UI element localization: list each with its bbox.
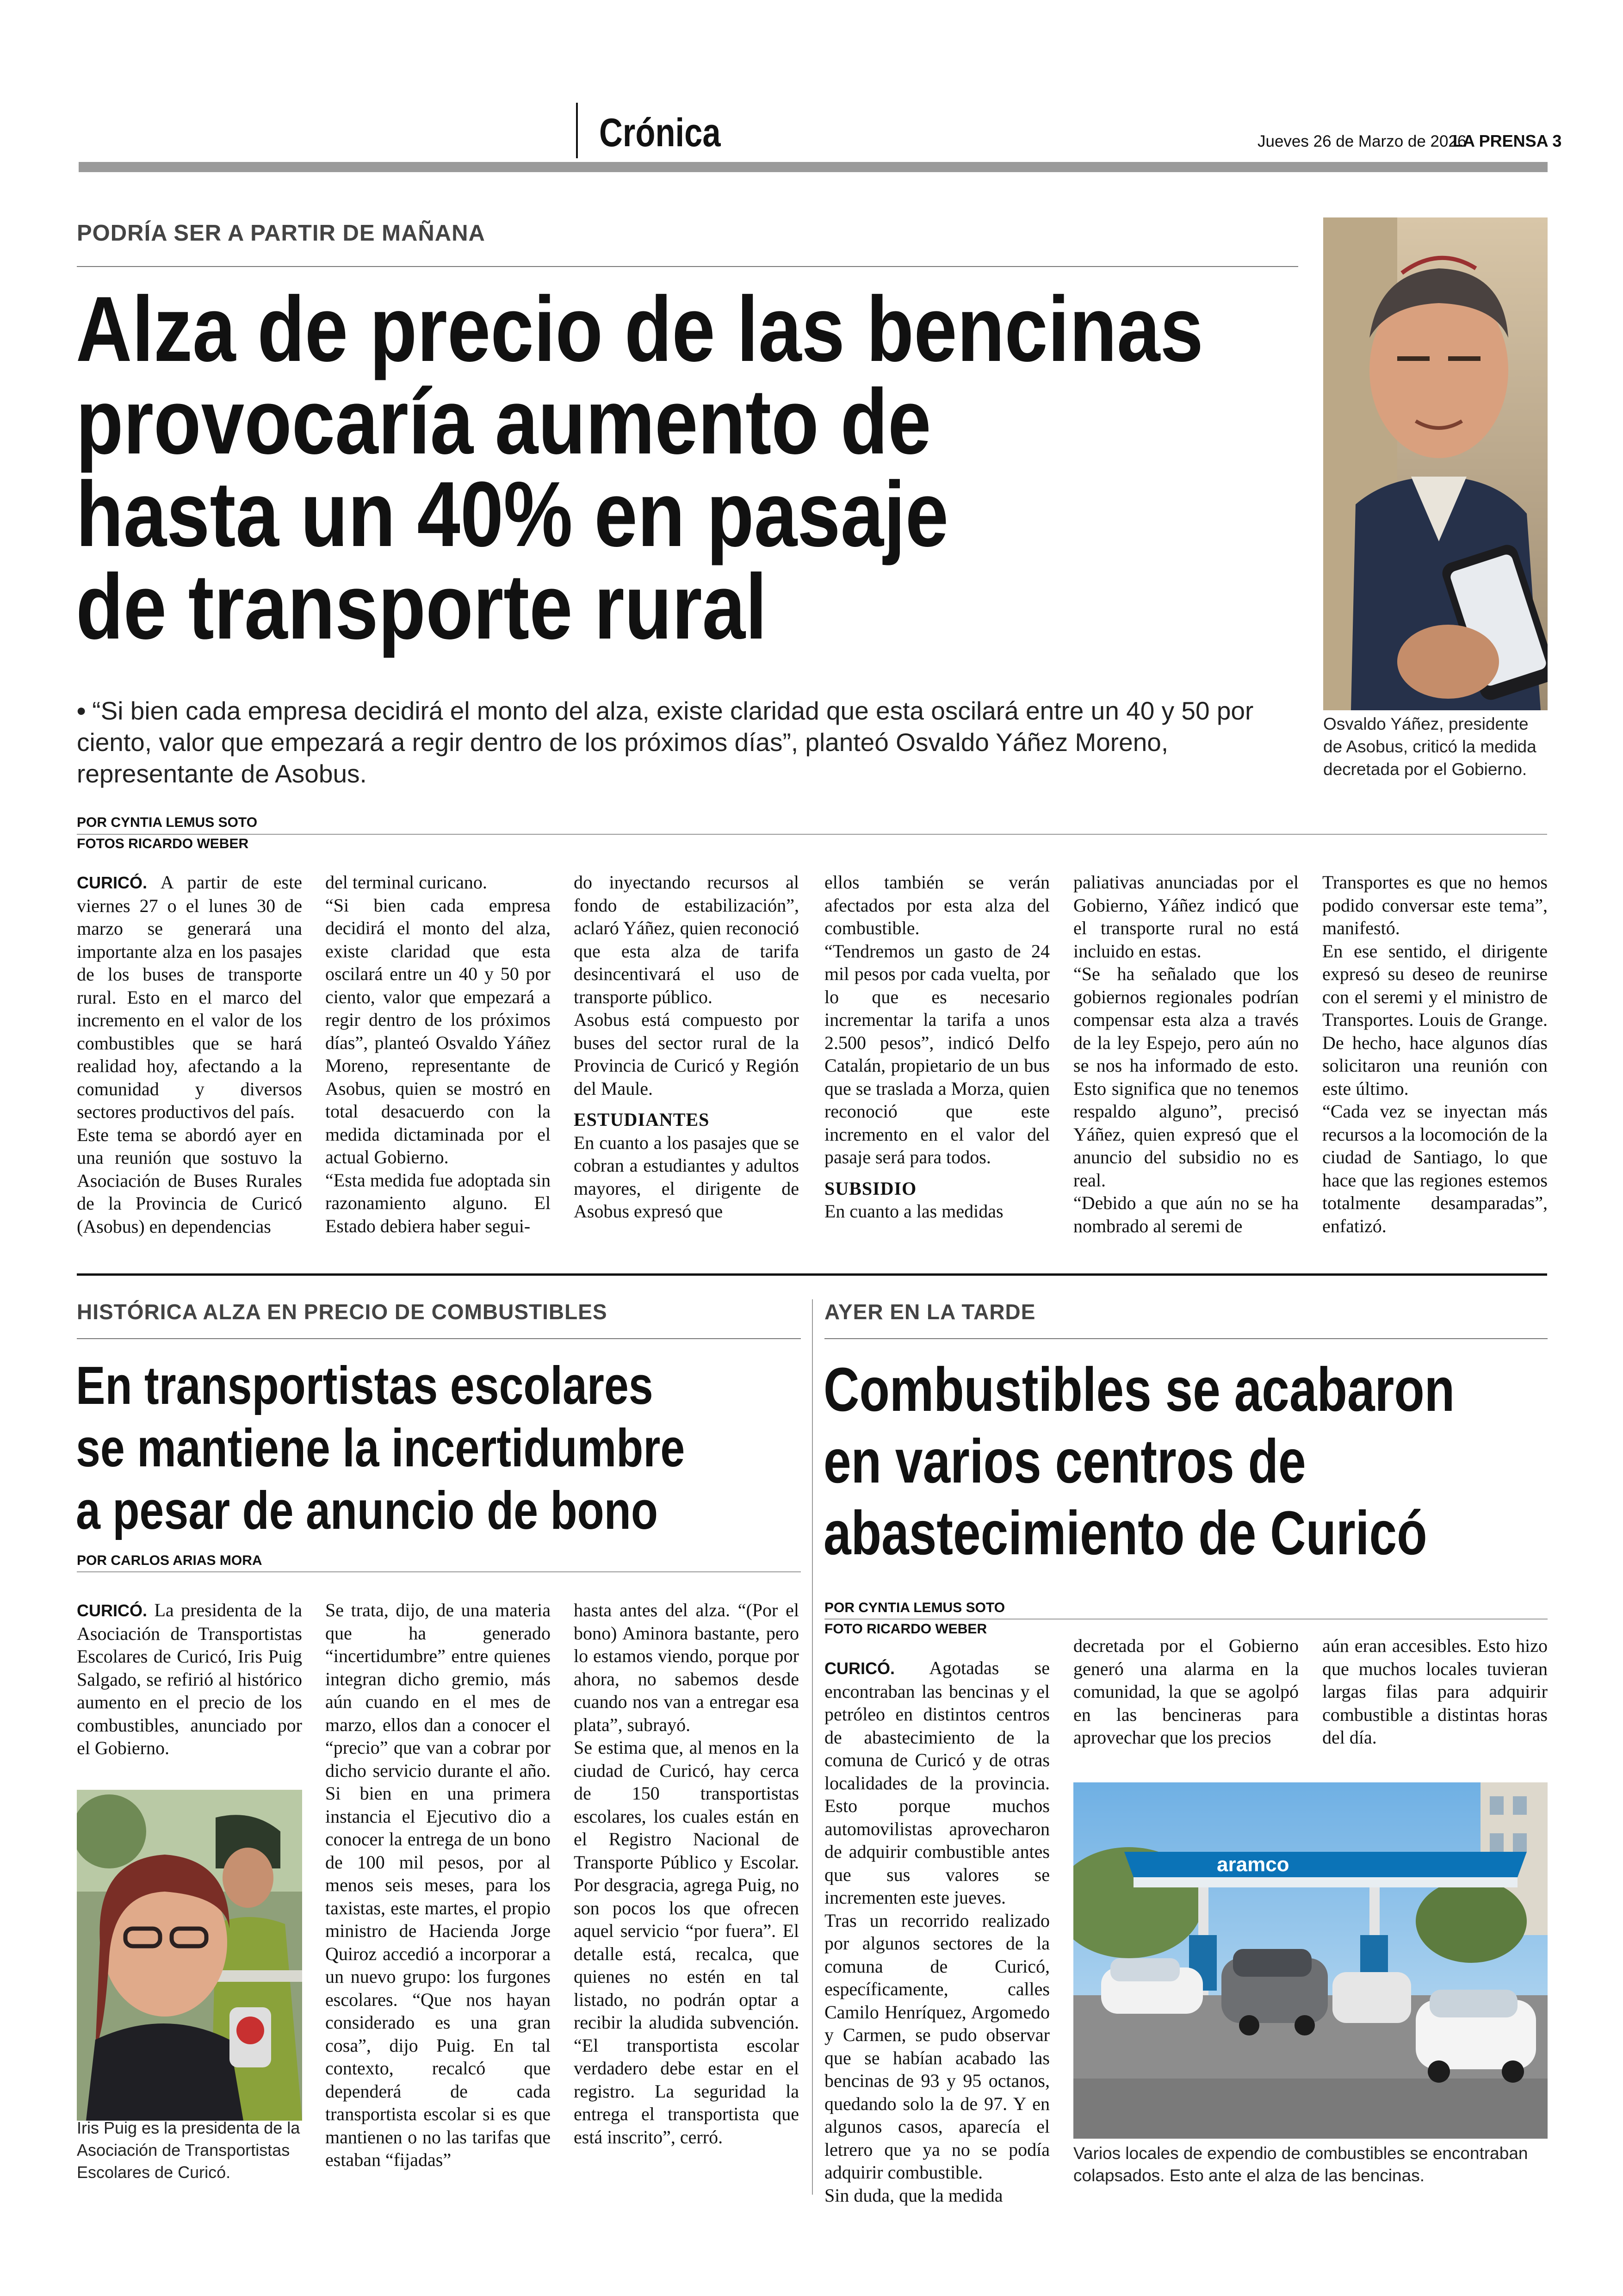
story1-subhead-subsidio: SUBSIDIO xyxy=(824,1178,917,1199)
story1-subhead-estudiantes: ESTUDIANTES xyxy=(574,1109,710,1130)
story1-title-line: de transporte rural xyxy=(76,555,767,658)
story3-column-1 xyxy=(824,1657,1050,2207)
story1-column-6 xyxy=(1322,871,1548,1237)
story1-photographer: FOTOS RICARDO WEBER xyxy=(77,836,249,851)
story1-col6-text-c: “Cada vez se inyectan más recursos a la locomoción de la ciudad de Santiago, lo que hace que las regiones estemos totalmente desamparadas”, enfatizó. xyxy=(1322,1101,1548,1236)
story1-col3-text-c: En cuanto a los pasajes que se cobran a estudiantes y adultos mayores, el dirigente de Asobus expresó que xyxy=(574,1132,799,1222)
story1-kicker: PODRÍA SER A PARTIR DE MAÑANA xyxy=(77,221,485,246)
section-title: Crónica xyxy=(599,111,721,155)
header-divider xyxy=(576,103,578,158)
story1-lead xyxy=(77,695,1270,789)
story2-photo-iris-puig xyxy=(77,1790,302,2121)
story1-column-3 xyxy=(574,871,799,1223)
story3-column-3 xyxy=(1322,1634,1548,1749)
story1-photo-caption: Osvaldo Yáñez, presidente de Asobus, criticó la medida decretada por el Gobierno. xyxy=(1323,714,1536,779)
story2-column-1 xyxy=(77,1599,302,1760)
story3-photo-caption: Varios locales de expendio de combustibles se encontraban colapsados. Esto ante el alza de las bencinas. xyxy=(1073,2144,1528,2185)
story3-kicker-rule xyxy=(824,1338,1548,1339)
story1-column-1 xyxy=(77,871,302,1238)
story1-col4-text-c: En cuanto a las medidas xyxy=(824,1201,1004,1222)
story1-col5-text-b: “Se ha señalado que los gobiernos regionales podrían compensar esta alza a través de la ley Espejo, pero aún no se nos ha informado de esto. Esto significa que no tenemos respaldo alguno”, precisó Yáñez, quien expresó que el anuncio del subsidio no es real. xyxy=(1073,963,1299,1191)
story1-portrait-photo xyxy=(1323,217,1548,710)
story1-title-line: hasta un 40% en pasaje xyxy=(76,463,949,566)
paper-name: LA PRENSA xyxy=(1453,131,1548,150)
story2-title-line: En transportistas escolares xyxy=(76,1355,653,1415)
story1-bottom-rule xyxy=(77,1273,1547,1276)
story1-col3-text-b: Asobus está compuesto por buses del sector rural de la Provincia de Curicó y Región del Maule. xyxy=(574,1009,799,1099)
story3-col1-text: Agotadas se encontraban las bencinas y el petróleo en distintos centros de abastecimiento de la comuna de Curicó y de otras localidades de la provincia. Esto porque muchos automovilistas aprovecharon de adquirir combustible antes que sus valores se incrementen este jueves. xyxy=(824,1657,1050,1908)
story1-col1-text-b: Este tema se abordó ayer en una reunión que sostuvo la Asociación de Buses Rurales de la Provincia de Curicó (Asobus) en dependencias xyxy=(77,1124,302,1237)
story1-author: POR CYNTIA LEMUS SOTO xyxy=(77,815,258,830)
story3-col2-text: decretada por el Gobierno generó una alarma en la comunidad, la que se agolpó en las bencineras para aprovechar que los precios xyxy=(1073,1635,1299,1748)
story3-photographer: FOTO RICARDO WEBER xyxy=(824,1621,987,1637)
story2-photo-caption: Iris Puig es la presidenta de la Asociación de Transportistas Escolares de Curicó. xyxy=(77,2118,300,2182)
story2-byline-rule xyxy=(77,1571,801,1572)
story1-dateline: CURICÓ. xyxy=(77,873,147,892)
story2-title-line: a pesar de anuncio de bono xyxy=(76,1480,658,1540)
story2-col3-text: hasta antes del alza. “(Por el bono) Aminora bastante, pero lo estamos viendo, porque por ahora, no sabemos desde cuando nos van a entregar esa plata”, subrayó. xyxy=(574,1600,799,1735)
story1-col4-text-b: “Tendremos un gasto de 24 mil pesos por cada vuelta, por lo que es necesario incrementar la tarifa a unos 2.500 pesos”, indicó Delfo Catalán, propietario de un bus que se traslada a Morza, quien reconoció que este incremento en el valor del pasaje será para todos. xyxy=(824,940,1050,1167)
woman-portrait-illustration xyxy=(77,1790,302,2121)
story-divider-vertical xyxy=(812,1299,813,2195)
story1-col2-text-c: “Esta medida fue adoptada sin razonamiento alguno. El Estado debiera haber segui- xyxy=(325,1169,551,1236)
story3-gas-station-photo xyxy=(1073,1782,1548,2139)
story3-dateline: CURICÓ. xyxy=(824,1659,895,1678)
story3-title-line: abastecimiento de Curicó xyxy=(824,1499,1427,1568)
station-brand-label: aramco xyxy=(1217,1853,1289,1876)
story3-kicker: AYER EN LA TARDE xyxy=(824,1300,1036,1324)
story2-column-3 xyxy=(574,1599,799,2148)
story2-title-line: se mantiene la incertidumbre xyxy=(76,1418,685,1478)
story1-col5-text: paliativas anunciadas por el Gobierno, Yáñez indicó que el transporte rural no está incluido en estas. xyxy=(1073,872,1299,962)
lead-text: “Si bien cada empresa decidirá el monto del alza, existe claridad que esta oscilará entre un 40 y 50 por ciento, valor que empezará a regir dentro de los próximos días”, planteó Osvaldo Yáñez Moreno, representante de Asobus. xyxy=(77,696,1254,788)
story1-col6-text-b: En ese sentido, el dirigente expresó su deseo de reunirse con el seremi y el ministro de Transportes. Louis de Grange. De hecho, hace algunos días solicitaron una reunión con este último. xyxy=(1322,940,1548,1099)
story3-byline-rule xyxy=(824,1619,1548,1620)
story1-column-5 xyxy=(1073,871,1299,1237)
story1-byline-rule xyxy=(77,834,1547,835)
story3-column-2 xyxy=(1073,1634,1299,1749)
story1-col4-text: ellos también se verán afectados por esta alza del combustible. xyxy=(824,872,1050,938)
lead-bullet: • xyxy=(77,696,86,725)
story1-byline xyxy=(77,812,257,855)
story3-title-line: en varios centros de xyxy=(824,1427,1306,1496)
story3-col3-text: aún eran accesibles. Esto hizo que muchos locales tuvieran largas filas para adquirir combustible a distintas horas del día. xyxy=(1322,1635,1548,1748)
story1-kicker-rule xyxy=(77,266,1298,267)
page-number: 3 xyxy=(1552,131,1562,150)
story1-column-2 xyxy=(325,871,551,1237)
header-bar xyxy=(79,162,1548,172)
story1-col3-text: do inyectando recursos al fondo de estabilización”, aclaró Yáñez, quien reconoció que esta alza de tarifa desincentivará el uso de transporte público. xyxy=(574,872,799,1007)
story1-col5-text-c: “Debido a que aún no se ha nombrado al seremi de xyxy=(1073,1192,1299,1236)
story1-title-line: Alza de precio de las bencinas xyxy=(76,278,1203,381)
story1-col2-text: del terminal curicano. xyxy=(325,872,487,893)
story2-kicker: HISTÓRICA ALZA EN PRECIO DE COMBUSTIBLES xyxy=(77,1300,607,1324)
gas-station-illustration xyxy=(1073,1782,1548,2139)
story3-col1-text-b: Tras un recorrido realizado por algunos sectores de la comuna de Curicó, específicamente, calles Camilo Henríquez, Argomedo y Carmen, se pudo observar que se habían acabado las bencinas de 93 y 95 octanos, quedando solo la de 97. Y en algunos casos, aparecía el letrero que ya no se podía adquirir combustible. xyxy=(824,1910,1050,2183)
story2-column-2 xyxy=(325,1599,551,2172)
story1-title-line: provocaría aumento de xyxy=(76,370,931,473)
story1-col1-text: A partir de este viernes 27 o el lunes 30 de marzo se generará una importante alza en los pasajes de los buses de transporte rural. Esto en el marco del incremento en el valor de los combustibles que se hará realidad hoy, afectando a la comunidad y diversos sectores productivos del país. xyxy=(77,872,302,1122)
header-date: Jueves 26 de Marzo de 2026 xyxy=(1258,132,1467,150)
story1-col2-text-b: “Si bien cada empresa decidirá el monto del alza, existe claridad que esta oscilará entre un 40 y 50 por ciento, valor que empezará a regir dentro de los próximos días”, planteó Osvaldo Yáñez Moreno, representante de Asobus, quien se mostró en total desacuerdo con la medida dictaminada por el actual Gobierno. xyxy=(325,894,551,1167)
story2-col3-text-b: Se estima que, al menos en la ciudad de Curicó, hay cerca de 150 transportistas escolares, los cuales están en el Registro Nacional de Transporte Público y Escolar. Por desgracia, agrega Puig, no son pocos los que ofrecen aquel servicio “por fuera”. El detalle está, recalca, que quienes no estén en tal listado, no podrán optar a recibir la aludida subvención. “El transportista escolar verdadero debe estar en el registro. La seguridad la entrega el transportista que está inscrito”, cerró. xyxy=(574,1737,799,2147)
story1-col6-text: Transportes es que no hemos podido conversar este tema”, manifestó. xyxy=(1322,872,1548,938)
story2-col1-text: La presidenta de la Asociación de Transportistas Escolares de Curicó, Iris Puig Salgado, se refirió al histórico aumento en el precio de los combustibles, anunciado por el Gobierno. xyxy=(77,1600,302,1758)
header-paper xyxy=(1453,131,1561,151)
man-portrait-illustration xyxy=(1323,217,1548,710)
story2-col2-text: Se trata, dijo, de una materia que ha generado “incertidumbre” entre quienes integran dicho gremio, más aún cuando en el mes de marzo, ellos dan a conocer el “precio” que van a cobrar por dicho servicio durante el año. Si bien en una primera instancia el Ejecutivo dio a conocer la entrega de un bono de 100 mil pesos, por al menos seis meses, para los taxistas, este martes, el propio ministro de Hacienda Jorge Quiroz accedió a incorporar a un nuevo grupo: los furgones escolares. “Que nos hayan considerado es una gran cosa”, dijo Puig. En tal contexto, recalcó que dependerá de cada transportista escolar si es que mantienen o no las tarifas que estaban “fijadas” xyxy=(325,1600,551,2170)
story3-col1-text-c: Sin duda, que la medida xyxy=(824,2184,1003,2206)
story2-dateline: CURICÓ. xyxy=(77,1601,147,1620)
story2-byline: POR CARLOS ARIAS MORA xyxy=(77,1553,262,1568)
story2-kicker-rule xyxy=(77,1338,801,1339)
story1-column-4 xyxy=(824,871,1050,1223)
story3-title-line: Combustibles se acabaron xyxy=(824,1355,1455,1424)
story3-author: POR CYNTIA LEMUS SOTO xyxy=(824,1600,1005,1615)
